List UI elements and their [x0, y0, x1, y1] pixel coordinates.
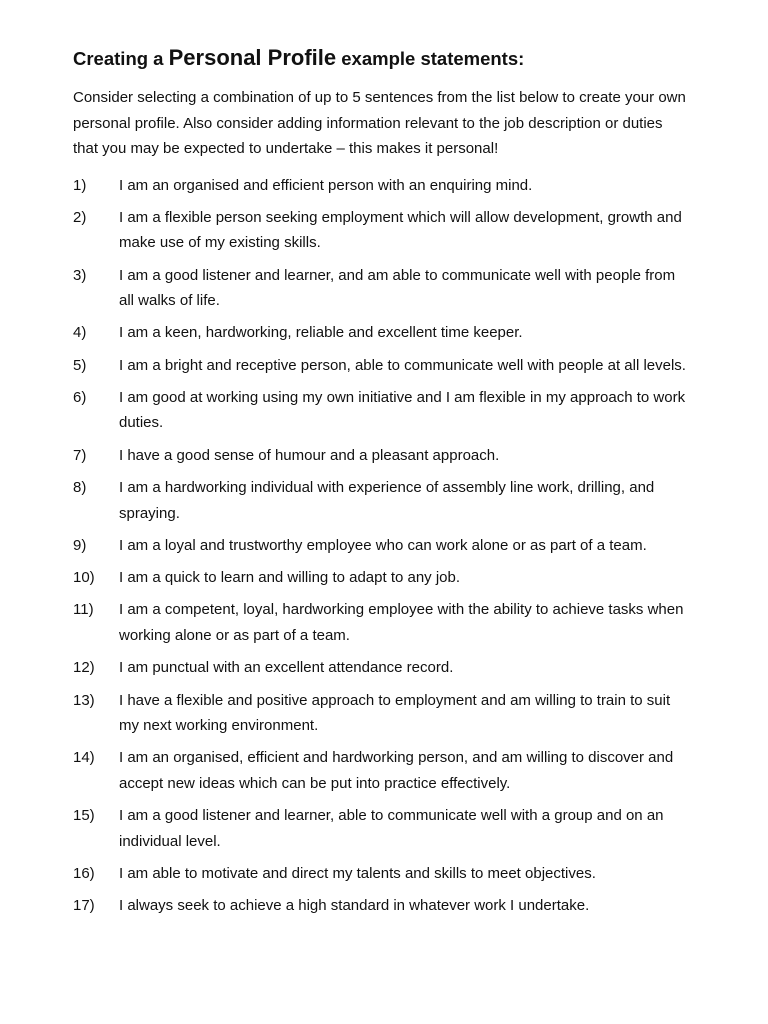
statement-item — [73, 597, 693, 648]
statement-number: 4) — [73, 324, 87, 342]
statement-number: 9) — [73, 536, 87, 554]
statement-number: 15) — [73, 807, 95, 825]
statement-item — [73, 655, 693, 681]
statement-item — [73, 533, 693, 559]
statement-number: 14) — [73, 749, 95, 767]
statement-number: 6) — [73, 388, 87, 406]
title-prefix: Creating a — [73, 48, 169, 69]
statement-text: I am a quick to learn and willing to adapt to any job. — [119, 569, 461, 587]
statement-number: 3) — [73, 266, 87, 284]
statement-text: I am a good listener and learner, and am able to communicate well with people from all walks of life. — [119, 266, 676, 310]
statement-number: 7) — [73, 446, 87, 464]
statement-text: I am a loyal and trustworthy employee who can work alone or as part of a team. — [119, 536, 647, 554]
statement-number: 12) — [73, 659, 95, 677]
statement-item — [73, 173, 693, 199]
statement-text: I am able to motivate and direct my talents and skills to meet objectives. — [119, 864, 596, 882]
statement-text: I am a bright and receptive person, able to communicate well with people at all levels. — [119, 356, 686, 374]
statement-text: I have a good sense of humour and a pleasant approach. — [119, 446, 500, 464]
statement-item — [73, 443, 693, 469]
statement-number: 16) — [73, 864, 95, 882]
statement-text: I am an organised and efficient person with an enquiring mind. — [119, 176, 533, 194]
statement-number: 10) — [73, 569, 95, 587]
statement-number: 13) — [73, 691, 95, 709]
statement-text: I am a hardworking individual with experience of assembly line work, drilling, and spraying. — [119, 479, 655, 522]
statement-item — [73, 688, 693, 739]
document-page — [73, 44, 693, 926]
statement-item — [73, 353, 693, 379]
statement-number: 17) — [73, 897, 95, 915]
statement-text: I am a flexible person seeking employment which will allow development, growth and make use of my existing skills. — [119, 208, 682, 252]
statement-item — [73, 803, 693, 854]
statement-item — [73, 263, 693, 314]
statement-item — [73, 565, 693, 591]
statement-item — [73, 745, 693, 796]
statement-text: I am a keen, hardworking, reliable and excellent time keeper. — [119, 324, 523, 342]
statement-text: I have a flexible and positive approach to employment and am willing to train to suit my next working environment. — [119, 691, 671, 735]
statement-text: I am a competent, loyal, hardworking employee with the ability to achieve tasks when working alone or as part of a team. — [119, 601, 684, 644]
title-emphasis: Personal Profile — [168, 45, 337, 70]
statement-item — [73, 893, 693, 919]
statement-text: I am an organised, efficient and hardworking person, and am willing to discover and accept new ideas which can be put into practice effectively. — [119, 749, 674, 792]
statement-item — [73, 320, 693, 346]
statement-item — [73, 385, 693, 436]
statement-list — [73, 173, 693, 919]
statement-item — [73, 475, 693, 526]
statement-number: 2) — [73, 208, 87, 226]
statement-text: I am a good listener and learner, able to communicate well with a group and on an individual level. — [119, 807, 664, 850]
statement-number: 8) — [73, 479, 87, 497]
statement-number: 1) — [73, 176, 87, 194]
statement-text: I am punctual with an excellent attendance record. — [119, 659, 454, 677]
statement-text: I always seek to achieve a high standard in whatever work I undertake. — [119, 897, 590, 915]
title-suffix: example statements: — [336, 48, 525, 69]
statement-text: I am good at working using my own initiative and I am flexible in my approach to work duties. — [119, 388, 686, 432]
statement-item — [73, 861, 693, 887]
intro-paragraph: Consider selecting a combination of up to 5 sentences from the list below to create your own personal profile. Also consider adding information relevant to the job description or duties that you may be expected to undertake – this makes it personal! — [73, 89, 686, 157]
statement-item — [73, 205, 693, 256]
page-title — [73, 44, 693, 73]
statement-number: 11) — [73, 601, 94, 619]
statement-number: 5) — [73, 356, 87, 374]
